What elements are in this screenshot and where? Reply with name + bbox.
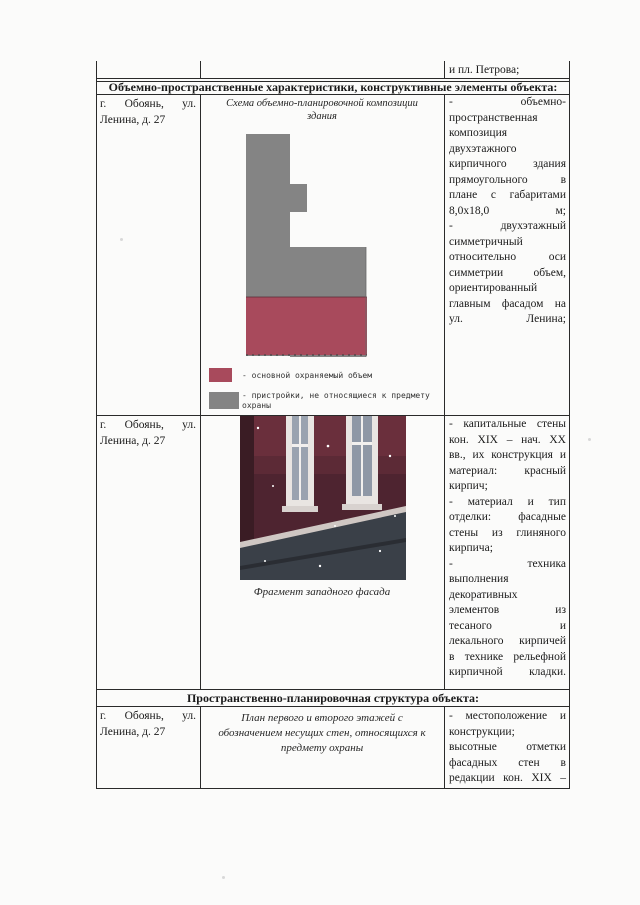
description-line: ул. Ленина; <box>449 313 566 325</box>
annex-volume <box>290 184 307 212</box>
table-rule <box>200 706 201 789</box>
description-line: - техника <box>449 557 566 570</box>
address-cell <box>100 709 196 740</box>
address-cell <box>100 97 196 128</box>
west-facade-photo <box>240 416 406 580</box>
volume-description <box>449 95 566 328</box>
table-rule <box>96 61 97 789</box>
address-word: Обоянь, <box>124 98 164 110</box>
plan-title-line: обозначением несущих стен, относящихся к <box>218 727 426 739</box>
plan-title-line: План первого и второго этажей с <box>241 712 403 724</box>
description-line: кирпич; <box>449 480 488 492</box>
description-line: тесаного и <box>449 619 566 632</box>
description-line: в технике рельефной <box>449 650 566 663</box>
legend-label-line: охраны <box>242 401 271 410</box>
description-line: плане с габаритами <box>449 189 566 201</box>
description-line: - объемно- <box>449 96 566 108</box>
plan-description <box>449 709 566 787</box>
plan-title <box>202 711 442 756</box>
building-volume-scheme <box>201 121 443 361</box>
description-line: кирпича; <box>449 542 493 554</box>
legend-label-annex <box>242 391 442 411</box>
legend-label-line: - пристройки, не относящиеся к предмету <box>242 391 430 400</box>
address-line: Ленина, д. 27 <box>100 434 166 447</box>
description-line: композиция <box>449 127 508 139</box>
description-line: симметричный <box>449 235 523 248</box>
description-line: лекального кирпичей <box>449 635 566 647</box>
address-word: ул. <box>182 98 196 110</box>
properties-table <box>96 61 570 789</box>
description-line: материал: красный <box>449 464 566 477</box>
description-line: элементов из <box>449 604 566 616</box>
description-line: вв., их конструкция и <box>449 449 566 461</box>
description-line: выполнения <box>449 573 509 585</box>
legend-swatch-main <box>209 368 232 382</box>
description-line: 8,0х18,0 м; <box>449 204 566 217</box>
description-line: - капитальные стены <box>449 418 566 430</box>
description-line: прямоугольного в <box>449 173 566 186</box>
description-line: стены из глиняного <box>449 526 566 539</box>
scan-mark <box>222 876 225 879</box>
address-word: ул. <box>182 419 196 431</box>
table-rule <box>444 706 445 789</box>
description-line: декоративных <box>449 588 518 601</box>
address-word: ул. <box>182 710 196 722</box>
table-rule <box>569 61 570 789</box>
table-rule <box>96 788 570 789</box>
section-header-plan: Пространственно-планировочная структура объекта: <box>186 691 480 705</box>
address-word: Обоянь, <box>124 419 164 431</box>
table-rule <box>444 94 445 690</box>
scheme-title <box>202 97 442 123</box>
main-protected-volume <box>246 297 367 355</box>
description-line: двухэтажного <box>449 142 517 155</box>
description-line: - материал и тип <box>449 495 566 508</box>
description-line: редакции кон. XIX – <box>449 772 566 784</box>
description-line: относительно оси <box>449 251 566 263</box>
description-line: отделки: фасадные <box>449 511 566 523</box>
scheme-title-line: здания <box>307 111 337 122</box>
description-line: конструкции; <box>449 725 515 738</box>
table-rule <box>444 61 445 79</box>
table-rule <box>200 61 201 79</box>
photo-caption: Фрагмент западного фасада <box>253 586 391 598</box>
table-rule <box>96 689 570 690</box>
address-word: Обоянь, <box>124 710 164 722</box>
address-word: г. <box>100 710 107 722</box>
plan-title-line: предмету охраны <box>280 742 364 754</box>
description-line: главным фасадом на <box>449 297 566 310</box>
legend-label-main: - основной охраняемый объем <box>242 371 373 380</box>
address-word: г. <box>100 98 107 110</box>
row0-text: и пл. Петрова; <box>449 64 520 76</box>
description-line: кирпичного здания <box>449 158 566 170</box>
legend-swatch-annex <box>209 392 239 409</box>
description-line: - двухэтажный <box>449 220 566 232</box>
address-line: Ленина, д. 27 <box>100 113 166 126</box>
scan-mark <box>588 438 591 441</box>
address-word: г. <box>100 419 107 431</box>
scheme-title-line: Схема объемно-планировочной композиции <box>226 98 418 109</box>
address-cell <box>100 418 196 449</box>
description-line: кирпичной кладки. <box>449 666 566 678</box>
section-header-volume: Объемно-пространственные характеристики, конструктивные элементы объекта: <box>108 80 558 94</box>
description-line: ориентированный <box>449 282 538 294</box>
description-line: кон. XIX – нач. XX <box>449 433 566 446</box>
description-line: пространственная <box>449 111 538 124</box>
materials-description <box>449 417 566 681</box>
description-line: фасадных стен в <box>449 756 566 769</box>
description-line: - местоположение и <box>449 710 566 722</box>
description-line: высотные отметки <box>449 741 566 753</box>
description-line: симметрии объем, <box>449 266 566 279</box>
address-line: Ленина, д. 27 <box>100 725 166 738</box>
table-rule <box>96 706 570 707</box>
